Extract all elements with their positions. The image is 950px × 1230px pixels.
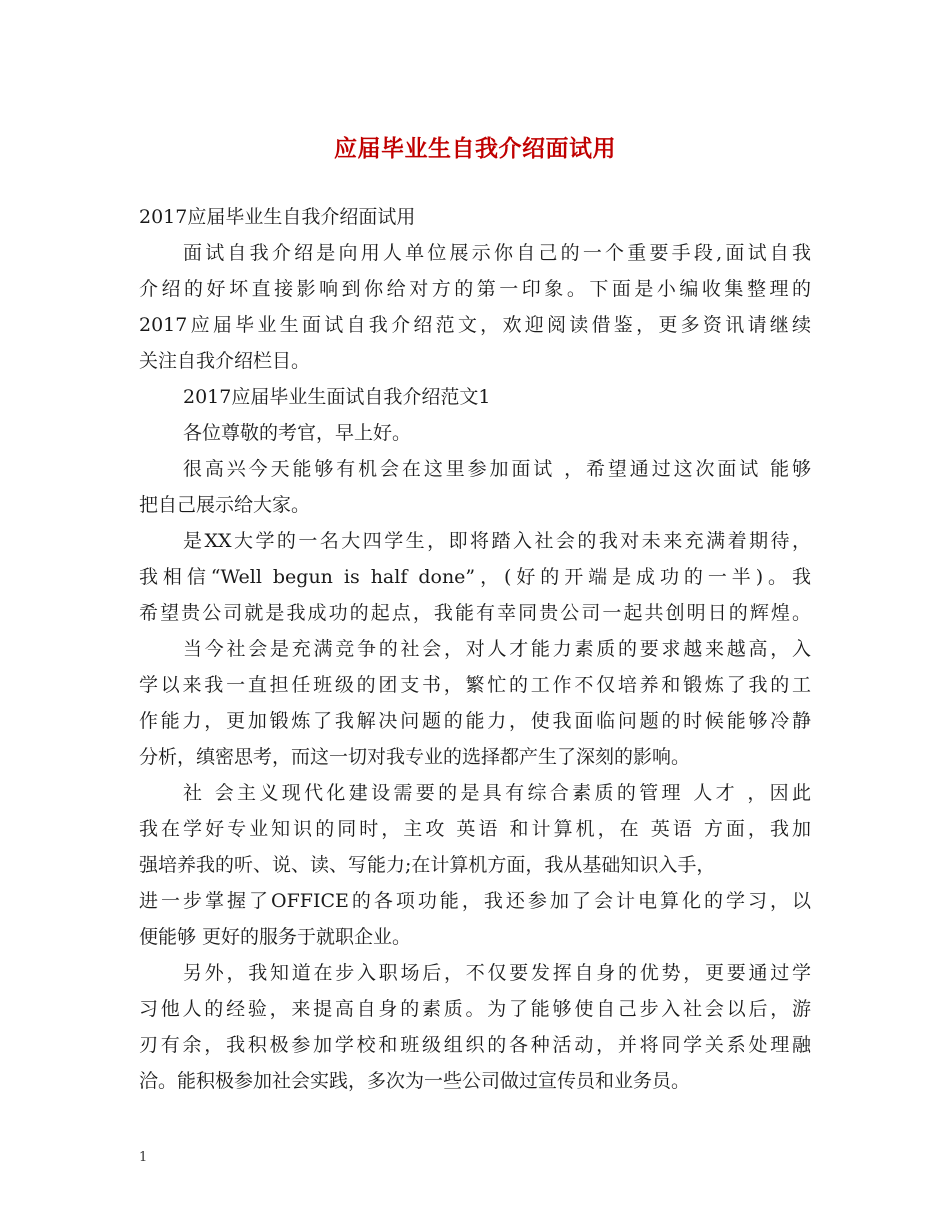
text-line: 刃有余，我积极参加学校和班级组织的各种活动，并将同学关系处理融	[139, 1034, 811, 1056]
text-line: 2017应届毕业生面试自我介绍范文1	[183, 386, 491, 408]
text-line: 把自己展示给大家。	[139, 494, 311, 516]
text-line: 我相信“Well begun is half done”，(好的开端是成功的一半)。我	[139, 566, 811, 588]
text-line: 洽。能积极参加社会实践，多次为一些公司做过宣传员和业务员。	[139, 1070, 691, 1092]
page-number: 1	[139, 1150, 148, 1165]
text-line: 分析，缜密思考，而这一切对我专业的选择都产生了深刻的影响。	[139, 746, 691, 768]
text-line: 进一步掌握了OFFICE的各项功能，我还参加了会计电算化的学习，以	[139, 890, 811, 912]
text-line: 2017应届毕业生面试自我介绍范文，欢迎阅读借鉴，更多资讯请继续	[139, 314, 811, 336]
text-line: 各位尊敬的考官，早上好。	[183, 422, 412, 444]
page-title: 应届毕业生自我介绍面试用	[334, 135, 616, 162]
text-line: 当今社会是充满竞争的社会，对人才能力素质的要求越来越高，入	[183, 638, 811, 660]
text-line: 习他人的经验，来提高自身的素质。为了能够使自己步入社会以后，游	[139, 998, 811, 1020]
text-line: 社 会主义现代化建设需要的是具有综合素质的管理 人才 ，因此	[183, 782, 811, 804]
text-line: 介绍的好坏直接影响到你给对方的第一印象。下面是小编收集整理的	[139, 278, 811, 300]
text-line: 强培养我的听、说、读、写能力;在计算机方面，我从基础知识入手，	[139, 854, 716, 876]
text-line: 另外，我知道在步入职场后，不仅要发挥自身的优势，更要通过学	[183, 962, 811, 984]
text-line: 我在学好专业知识的同时，主攻 英语 和计算机，在 英语 方面，我加	[139, 818, 811, 840]
text-line: 学以来我一直担任班级的团支书，繁忙的工作不仅培养和锻炼了我的工	[139, 674, 811, 696]
text-line: 关注自我介绍栏目。	[139, 350, 311, 372]
text-line: 希望贵公司就是我成功的起点，我能有幸同贵公司一起共创明日的辉煌。	[139, 602, 811, 624]
text-line: 2017应届毕业生自我介绍面试用	[139, 206, 416, 228]
text-line: 面试自我介绍是向用人单位展示你自己的一个重要手段,面试自我	[183, 242, 811, 264]
text-line: 很高兴今天能够有机会在这里参加面试 ，希望通过这次面试 能够	[183, 458, 811, 480]
text-line: 作能力，更加锻炼了我解决问题的能力，使我面临问题的时候能够冷静	[139, 710, 811, 732]
document-body	[139, 199, 811, 1099]
text-line: 便能够 更好的服务于就职企业。	[139, 926, 412, 948]
text-line: 是XX大学的一名大四学生，即将踏入社会的我对未来充满着期待，	[183, 530, 811, 552]
